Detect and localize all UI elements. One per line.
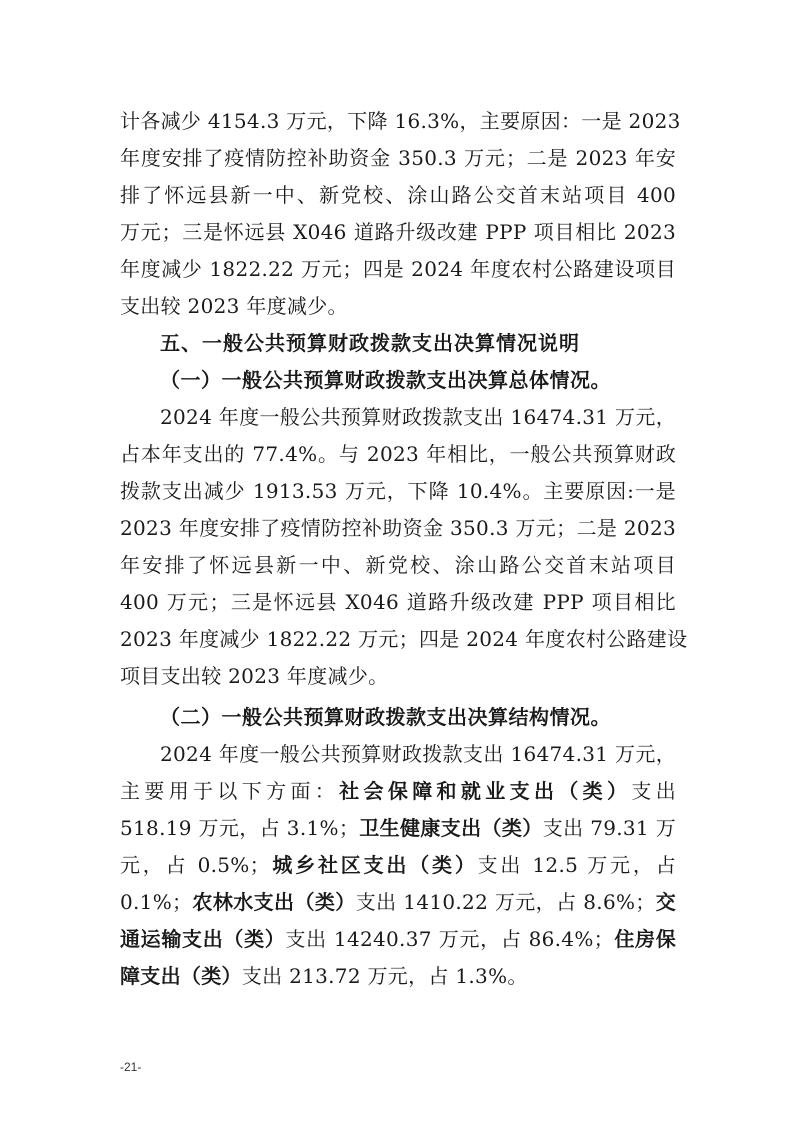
text-line <box>120 890 676 916</box>
text-line: 400 万元；三是怀远县 X046 道路升级改建 PPP 项目相比 <box>120 590 676 614</box>
text-run: 支出 14240.37 万元，占 86.4%； <box>285 927 614 951</box>
subsection-heading-structure: （二）一般公共预算财政拨款支出决算结构情况。 <box>160 705 611 729</box>
category-agriculture: 农林水支出（类） <box>192 890 356 914</box>
text-line <box>120 816 676 842</box>
text-line: 支出较 2023 年度减少。 <box>120 294 348 318</box>
text-run: 支出 <box>631 779 677 803</box>
text-line: 2024 年度一般公共预算财政拨款支出 16474.31 万元， <box>160 742 676 766</box>
category-housing: 障支出（类） <box>120 964 242 988</box>
text-run: 元，占 0.5%； <box>120 853 270 877</box>
text-line: 项目支出较 2023 年度减少。 <box>120 664 389 688</box>
category-social-security: 社会保障和就业支出（类） <box>339 779 632 803</box>
text-line <box>120 927 676 953</box>
text-run: 支出 213.72 万元，占 1.3%。 <box>241 964 528 988</box>
text-line <box>120 779 676 805</box>
text-run: 支出 79.31 万 <box>542 816 676 840</box>
text-line <box>120 853 676 879</box>
subsection-heading-overall: （一）一般公共预算财政拨款支出决算总体情况。 <box>160 368 611 392</box>
text-line: 占本年支出的 77.4%。与 2023 年相比，一般公共预算财政 <box>120 442 676 466</box>
text-line: 2023 年度减少 1822.22 万元；四是 2024 年度农村公路建设 <box>120 627 688 651</box>
text-line <box>120 964 676 990</box>
text-line: 排了怀远县新一中、新党校、涂山路公交首末站项目 400 <box>120 183 676 207</box>
text-run: 0.1%； <box>120 890 193 914</box>
category-transport: 通运输支出（类） <box>120 927 286 951</box>
text-line: 计各减少 4154.3 万元，下降 16.3%，主要原因：一是 2023 <box>120 109 681 133</box>
text-line: 年度减少 1822.22 万元；四是 2024 年度农村公路建设项目 <box>120 257 676 281</box>
text-line: 2024 年度一般公共预算财政拨款支出 16474.31 万元， <box>160 405 676 429</box>
text-line: 年度安排了疫情防控补助资金 350.3 万元；二是 2023 年安 <box>120 146 676 170</box>
text-line: 年安排了怀远县新一中、新党校、涂山路公交首末站项目 <box>120 553 676 577</box>
text-line: 拨款支出减少 1913.53 万元，下降 10.4%。主要原因:一是 <box>120 479 676 503</box>
text-run: 支出 1410.22 万元，占 8.6%； <box>355 890 656 914</box>
section-heading: 五、一般公共预算财政拨款支出决算情况说明 <box>160 331 580 355</box>
text-run: 518.19 万元，占 3.1%； <box>120 816 360 840</box>
page-number: -21- <box>120 1060 142 1074</box>
text-line: 2023 年度安排了疫情防控补助资金 350.3 万元；二是 2023 <box>120 516 676 540</box>
text-run: 主要用于以下方面： <box>120 779 340 803</box>
text-run: 支出 12.5 万元，占 <box>477 853 676 877</box>
text-line: 万元；三是怀远县 X046 道路升级改建 PPP 项目相比 2023 <box>120 220 676 244</box>
category-transport-start: 交 <box>655 890 676 914</box>
category-health: 卫生健康支出（类） <box>359 816 543 840</box>
category-housing-start: 住房保 <box>613 927 676 951</box>
category-urban-rural: 城乡社区支出（类） <box>269 853 478 877</box>
